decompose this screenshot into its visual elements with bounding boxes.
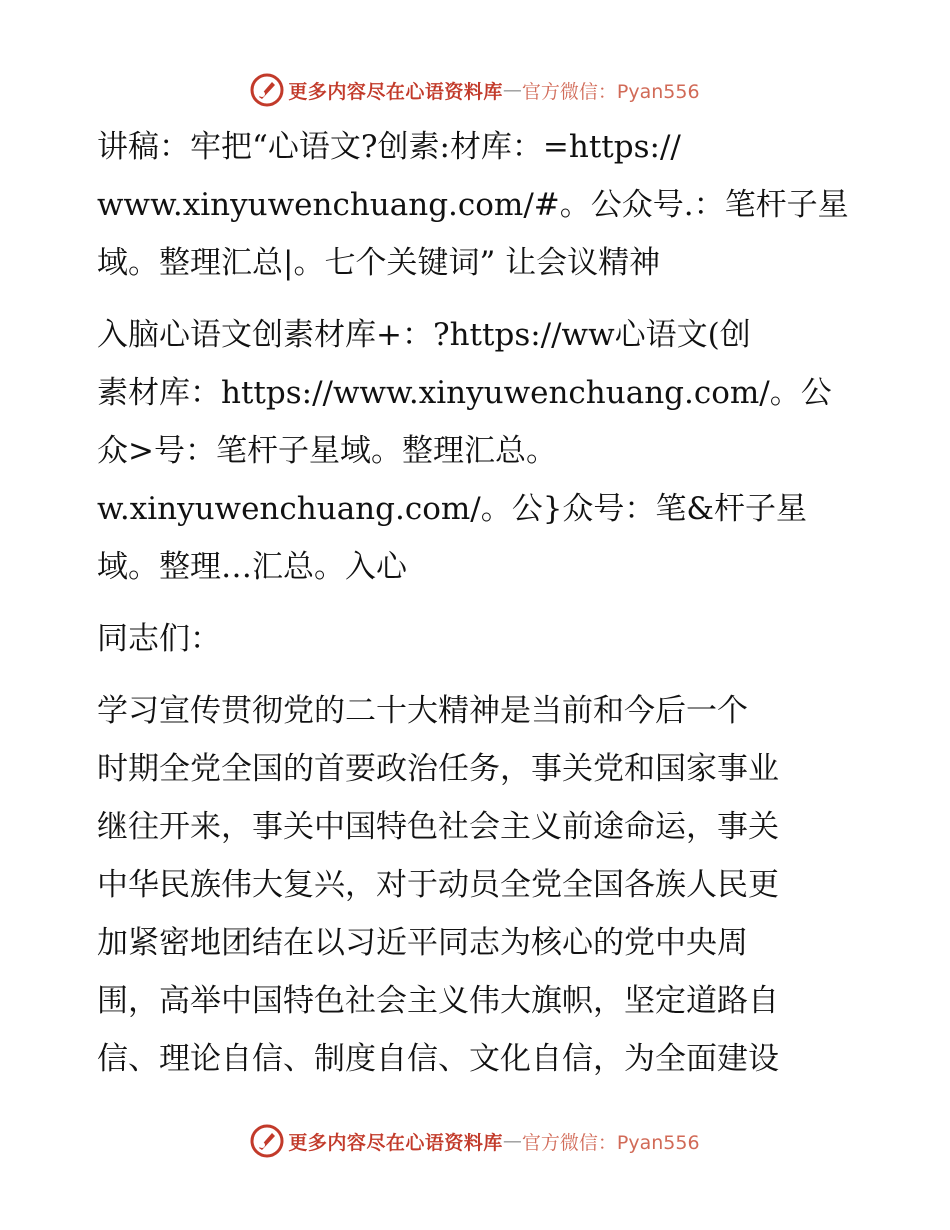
paragraph-4 xyxy=(97,682,857,1088)
text-line: 域。整理…汇总。入心 xyxy=(97,549,407,585)
text-line: 继往开来，事关中国特色社会主义前途命运，事关 xyxy=(97,809,779,845)
quill-logo-icon xyxy=(250,1124,284,1158)
quill-logo-icon xyxy=(250,73,284,107)
banner-title: 更多内容尽在心语资料库 xyxy=(288,1131,503,1154)
paragraph-2 xyxy=(97,306,857,596)
text-line: 中华民族伟大复兴，对于动员全党全国各族人民更 xyxy=(97,867,779,903)
text-line: 众>号：笔杆子星域。整理汇总。 xyxy=(97,433,557,469)
text-line: 信、理论自信、制度自信、文化自信，为全面建设 xyxy=(97,1041,779,1077)
footer-banner xyxy=(0,1121,950,1161)
text-line: www.xinyuwenchuang.com/#。公众号.：笔杆子星 xyxy=(97,187,849,223)
banner-dash: — xyxy=(502,79,522,101)
text-line: 学习宣传贯彻党的二十大精神是当前和今后一个 xyxy=(97,693,748,729)
text-line: 同志们： xyxy=(97,621,221,657)
text-line: 讲稿：牢把“心语文?创素:材库：=https:// xyxy=(97,129,681,165)
text-line: 围，高举中国特色社会主义伟大旗帜，坚定道路自 xyxy=(97,983,779,1019)
text-line: w.xinyuwenchuang.com/。公}众号：笔&杆子星 xyxy=(97,491,808,527)
text-line: 素材库：https://www.xinyuwenchuang.com/。公 xyxy=(97,375,832,411)
document-body xyxy=(97,118,857,1088)
text-line: 时期全党全国的首要政治任务，事关党和国家事业 xyxy=(97,751,779,787)
banner-title: 更多内容尽在心语资料库 xyxy=(288,80,503,103)
header-banner xyxy=(0,70,950,110)
banner-contact: 官方微信：Pyan556 xyxy=(521,80,700,103)
text-line: 加紧密地团结在以习近平同志为核心的党中央周 xyxy=(97,925,748,961)
salutation xyxy=(97,610,857,668)
banner-dash: — xyxy=(502,1130,522,1152)
banner-contact: 官方微信：Pyan556 xyxy=(521,1131,700,1154)
text-line: 域。整理汇总|。七个关键词” 让会议精神 xyxy=(97,245,661,281)
paragraph-1 xyxy=(97,118,857,292)
text-line: 入脑心语文创素材库+：?https://ww心语文(创 xyxy=(97,317,751,353)
